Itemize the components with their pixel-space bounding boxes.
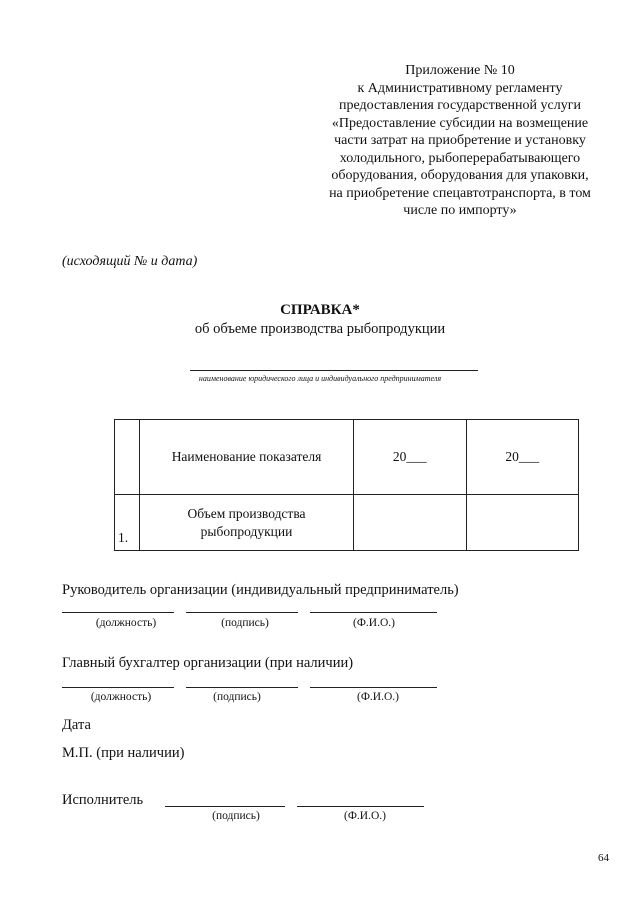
- table-row: [115, 495, 579, 551]
- stamp-label: М.П. (при наличии): [62, 745, 185, 761]
- head-signature-line: [186, 612, 298, 613]
- appendix-line: предоставления государственной услуги: [339, 98, 581, 113]
- outgoing-number-date: (исходящий № и дата): [62, 254, 198, 269]
- table-row-name-line2: рыбопродукции: [200, 523, 293, 539]
- appendix-line: к Административному регламенту: [357, 80, 563, 96]
- appendix-block: [300, 62, 620, 220]
- table-value-year-2: [466, 495, 579, 551]
- appendix-line: Приложение № 10: [405, 63, 515, 78]
- accountant-fio-line: [310, 687, 437, 688]
- entity-name-line: [190, 370, 478, 371]
- head-signature-heading: Руководитель организации (индивидуальный предприниматель): [62, 582, 459, 598]
- table-row-number: 1.: [115, 495, 140, 551]
- head-position-line: [62, 612, 174, 613]
- accountant-signature-heading: Главный бухгалтер организации (при наличии): [62, 655, 354, 671]
- head-position-caption: (должность): [95, 617, 157, 629]
- accountant-signature-caption: (подпись): [213, 691, 261, 703]
- executor-label: Исполнитель: [62, 792, 144, 808]
- table-row-name-line1: Объем производства: [187, 505, 306, 521]
- document-subtitle: об объеме производства рыбопродукции: [194, 321, 446, 337]
- accountant-position-line: [62, 687, 174, 688]
- appendix-line: на приобретение спецавтотранспорта, в том: [329, 185, 591, 201]
- head-fio-line: [310, 612, 437, 613]
- document-title: СПРАВКА*: [280, 302, 360, 318]
- page-number: 64: [598, 852, 609, 864]
- accountant-signature-line: [186, 687, 298, 688]
- appendix-line: числе по импорту»: [403, 203, 517, 218]
- table-value-year-1: [354, 495, 467, 551]
- table-header-year-1: 20___: [354, 420, 467, 495]
- indicators-table: [114, 419, 579, 551]
- executor-signature-line: [165, 806, 285, 807]
- appendix-line: части затрат на приобретение и установку: [334, 133, 586, 148]
- table-header-year-2: 20___: [466, 420, 579, 495]
- head-signature-caption: (подпись): [221, 617, 269, 629]
- table-row-name: [140, 495, 354, 551]
- entity-name-caption: наименование юридического лица и индивидуального предпринимателя: [198, 374, 442, 383]
- date-label: Дата: [62, 717, 91, 733]
- executor-signature-caption: (подпись): [212, 810, 260, 822]
- table-cell-empty: [115, 420, 140, 495]
- appendix-line: «Предоставление субсидии на возмещение: [331, 115, 589, 131]
- accountant-fio-caption: (Ф.И.О.): [357, 691, 399, 703]
- table-header-row: [115, 420, 579, 495]
- table-header-indicator: Наименование показателя: [140, 420, 354, 495]
- appendix-line: оборудования, оборудования для упаковки,: [331, 168, 589, 183]
- head-fio-caption: (Ф.И.О.): [353, 617, 395, 629]
- executor-fio-caption: (Ф.И.О.): [344, 810, 386, 822]
- accountant-position-caption: (должность): [90, 691, 152, 703]
- appendix-line: холодильного, рыбоперерабатывающего: [339, 150, 581, 166]
- executor-fio-line: [297, 806, 424, 807]
